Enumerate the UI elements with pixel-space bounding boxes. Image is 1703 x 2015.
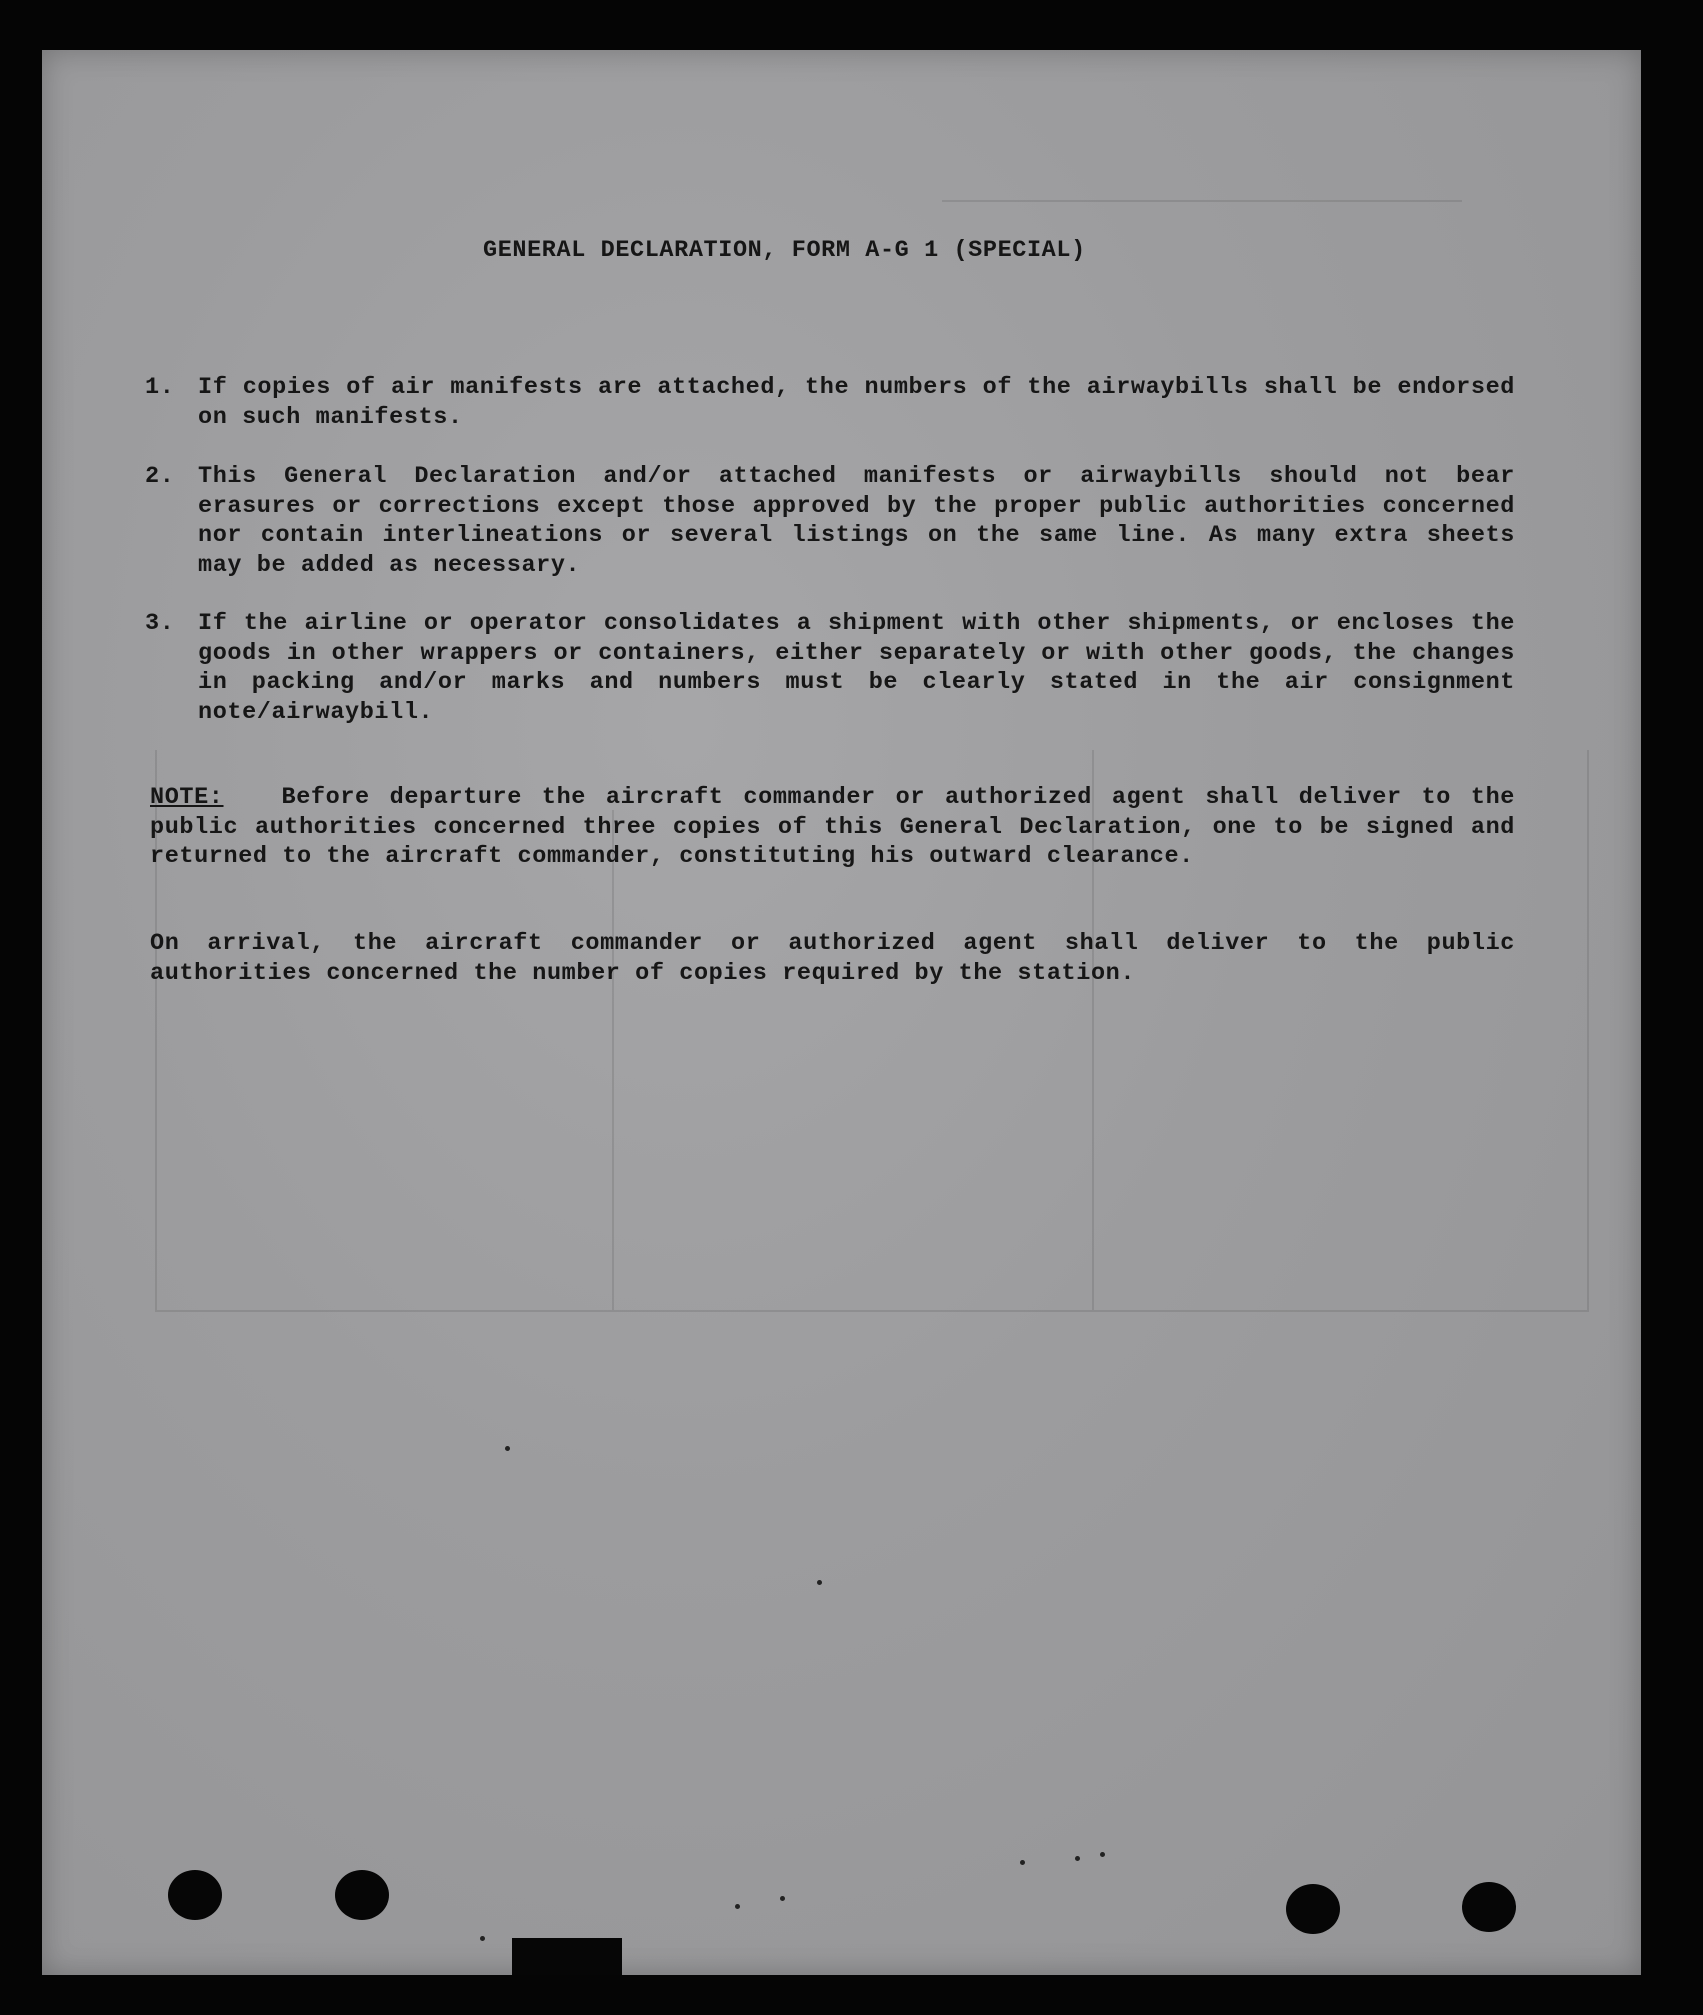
- dust-speck: [817, 1580, 822, 1585]
- punch-hole: [1462, 1882, 1516, 1932]
- dust-speck: [1075, 1856, 1080, 1861]
- dust-speck: [780, 1896, 785, 1901]
- dust-speck: [480, 1936, 485, 1941]
- show-through-line: [942, 200, 1462, 202]
- item-number: 3.: [145, 610, 175, 637]
- note-label: NOTE:: [150, 784, 224, 811]
- instruction-item-2: [145, 462, 1515, 580]
- item-number: 2.: [145, 463, 175, 490]
- item-number: 1.: [145, 374, 175, 401]
- binding-tab: [512, 1938, 622, 1975]
- dust-speck: [1100, 1852, 1105, 1857]
- note-paragraph: [150, 783, 1515, 872]
- dust-speck: [505, 1446, 510, 1451]
- show-through-line: [612, 810, 614, 1310]
- item-text: If copies of air manifests are attached, the numbers of the airwaybills shall be endorsed on such manifests.: [198, 374, 1515, 431]
- arrival-paragraph: On arrival, the aircraft commander or authorized agent shall deliver to the public authorities concerned the number of copies required by the station.: [150, 930, 1515, 987]
- dust-speck: [1020, 1860, 1025, 1865]
- punch-hole: [1286, 1884, 1340, 1934]
- item-text: This General Declaration and/or attached manifests or airwaybills should not bear erasures or corrections except those approved by the proper public authorities concerned nor contain interlineations or several listings on the same line. As many extra sheets may be added as necessary.: [198, 463, 1515, 579]
- item-text: If the airline or operator consolidates a shipment with other shipments, or encloses the goods in other wrappers or containers, either separately or with other goods, the changes in packing and/or marks and numbers must be clearly stated in the air consignment note/airwaybill.: [198, 610, 1515, 726]
- punch-hole: [168, 1870, 222, 1920]
- paper-sheet: [42, 50, 1641, 1975]
- instruction-item-1: [145, 373, 1515, 432]
- dust-speck: [735, 1904, 740, 1909]
- note-text: Before departure the aircraft commander or authorized agent shall deliver to the public authorities concerned three copies of this General Declaration, one to be signed and returned to the aircraft commander, constituting his outward clearance.: [150, 784, 1515, 870]
- document-title: GENERAL DECLARATION, FORM A-G 1 (SPECIAL): [483, 237, 1086, 264]
- punch-hole: [335, 1870, 389, 1920]
- instruction-item-3: [145, 609, 1515, 727]
